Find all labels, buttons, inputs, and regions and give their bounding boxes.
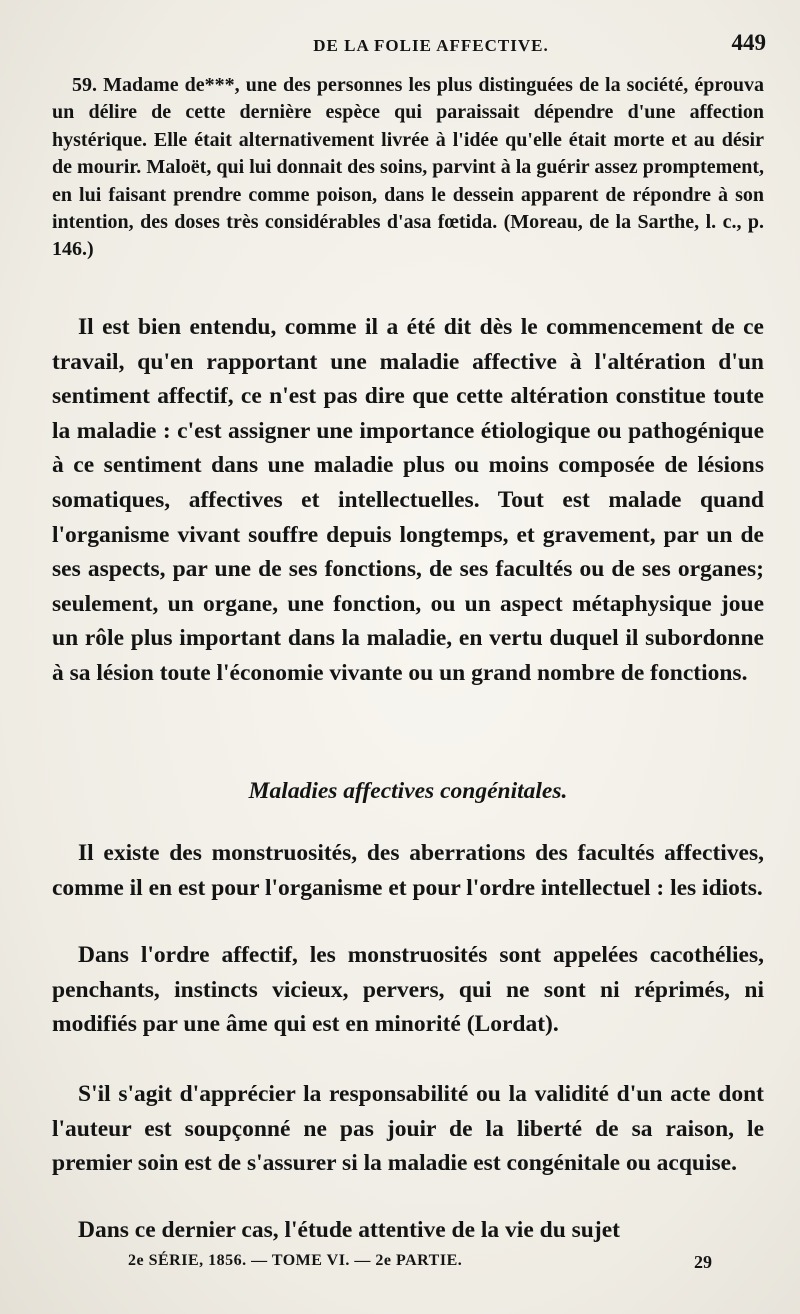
sheet-number: 29 — [694, 1252, 712, 1272]
paragraph-3 — [52, 938, 764, 1042]
page-number: 449 — [731, 30, 766, 55]
paragraph-2-text: Il existe des monstruosités, des aberrations des facultés affectives, comme il en est pour l'organisme et pour l'ordre intellectuel : les idiots. — [52, 840, 764, 901]
page-header — [52, 30, 770, 62]
paragraph-1-text: Il est bien entendu, comme il a été dit dès le commencement de ce travail, qu'en rapportant une maladie affective à l'altération d'un sentiment affectif, ce n'est pas dire que cette altération constitue toute la maladie : c'est assigner une importance étiologique ou pathogénique à ce sentiment dans une maladie plus ou moins composée de lésions somatiques, affectives et intellectuelles. Tout est malade quand l'organisme vivant souffre depuis longtemps, et gravement, par un de ses aspects, par une de ses fonctions, de ses facultés ou de ses organes; seulement, un organe, une fonction, ou un aspect métaphysique joue un rôle plus important dans la maladie, en vertu duquel il subordonne à sa lésion toute l'économie vivante ou un grand nombre de fonctions. — [52, 314, 764, 686]
section-heading: Maladies affectives congénitales. — [248, 778, 568, 804]
printer-signature: 2e SÉRIE, 1856. — TOME VI. — 2e PARTIE. — [128, 1252, 463, 1269]
note-text: 59. Madame de***, une des personnes les plus distinguées de la société, éprouva un délire de cette dernière espèce qui paraissait dépendre d'une affection hystérique. Elle était alternativement livrée à l'idée qu'elle était morte et au désir de mourir. Maloët, qui lui donnait des soins, parvint à la guérir assez promptement, en lui faisant prendre comme poison, dans le dessein apparent de répondre à son intention, des doses très considérables d'asa fœtida. (Moreau, de la Sarthe, l. c., p. 146.) — [52, 74, 764, 261]
paragraph-5-text: Dans ce dernier cas, l'étude attentive de la vie du sujet — [78, 1217, 620, 1243]
paragraph-5 — [52, 1213, 764, 1248]
paragraph-1 — [52, 310, 764, 691]
paragraph-4-text: S'il s'agit d'apprécier la responsabilité ou la validité d'un acte dont l'auteur est soupçonné ne pas jouir de la liberté de sa raison, le premier soin est de s'assurer si la maladie est congénitale ou acquise. — [52, 1081, 764, 1177]
paragraph-4 — [52, 1077, 764, 1181]
running-title: DE LA FOLIE AFFECTIVE. — [313, 36, 549, 55]
paragraph-3-text: Dans l'ordre affectif, les monstruosités sont appelées cacothélies, penchants, instincts vicieux, pervers, qui ne sont ni réprimés, ni modifiés par une âme qui est en minorité (Lordat). — [52, 942, 764, 1038]
page-footer — [52, 1250, 770, 1280]
footnote-observation — [52, 72, 764, 264]
paragraph-2 — [52, 836, 764, 905]
